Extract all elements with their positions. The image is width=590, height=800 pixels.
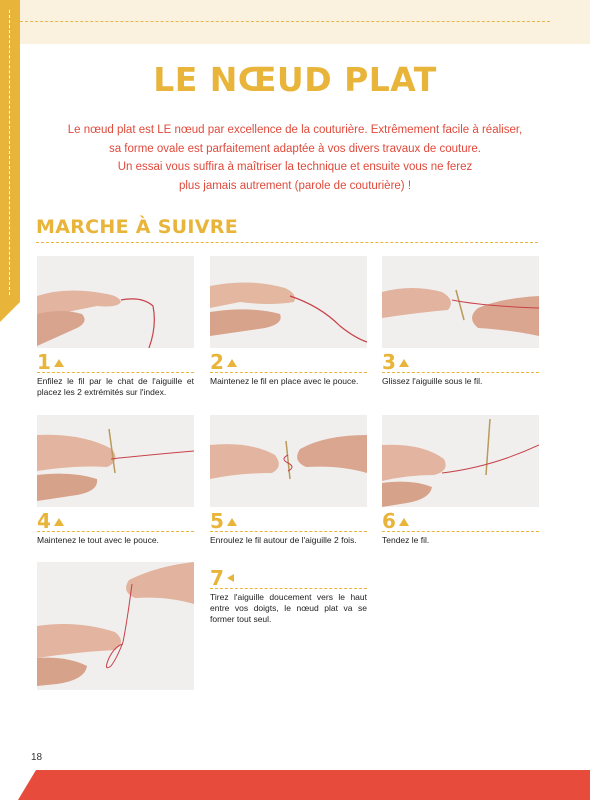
step-number-text: 2 bbox=[210, 350, 224, 374]
step-5-text: Enroulez le fil autour de l'aiguille 2 fois. bbox=[210, 535, 357, 545]
step-1-text: Enfilez le fil par le chat de l'aiguille et placez les 2 extrémités sur l'index. bbox=[37, 376, 194, 397]
step-7-header bbox=[210, 566, 367, 589]
left-accent-bar bbox=[0, 0, 20, 302]
step-number-text: 6 bbox=[382, 509, 396, 533]
step-number-text: 3 bbox=[382, 350, 396, 374]
step-6-text: Tendez le fil. bbox=[382, 535, 430, 545]
step-3-header bbox=[382, 350, 539, 373]
step-4 bbox=[37, 415, 194, 546]
step-6-header bbox=[382, 509, 539, 532]
step-5-header bbox=[210, 509, 367, 532]
step-7-number bbox=[210, 568, 234, 588]
step-2 bbox=[210, 256, 367, 387]
step-4-text: Maintenez le tout avec le pouce. bbox=[37, 535, 159, 545]
top-dashed-rule bbox=[20, 21, 550, 22]
section-dashed-rule bbox=[36, 242, 538, 243]
intro-line: sa forme ovale est parfaitement adaptée à vos divers travaux de couture. bbox=[108, 142, 482, 155]
left-dashed-rule bbox=[9, 10, 10, 295]
step-1-photo bbox=[37, 256, 194, 348]
step-2-text: Maintenez le fil en place avec le pouce. bbox=[210, 376, 359, 386]
page-title: LE NŒUD PLAT bbox=[153, 60, 437, 99]
step-1-header bbox=[37, 350, 194, 373]
step-4-photo bbox=[37, 415, 194, 507]
triangle-up-icon bbox=[399, 518, 409, 526]
triangle-up-icon bbox=[399, 359, 409, 367]
intro-paragraph bbox=[60, 121, 530, 195]
triangle-left-icon bbox=[227, 574, 234, 582]
bottom-band bbox=[36, 770, 590, 800]
step-3-photo bbox=[382, 256, 539, 348]
step-2-number bbox=[210, 352, 237, 372]
step-5-photo bbox=[210, 415, 367, 507]
step-number-text: 5 bbox=[210, 509, 224, 533]
intro-line: Le nœud plat est LE nœud par excellence de la couturière. Extrêmement facile à réaliser, bbox=[67, 124, 523, 136]
step-6-photo bbox=[382, 415, 539, 507]
step-4-header bbox=[37, 509, 194, 532]
step-3 bbox=[382, 256, 539, 387]
step-5 bbox=[210, 415, 367, 546]
triangle-up-icon bbox=[54, 359, 64, 367]
intro-line: plus jamais autrement (parole de couturière) ! bbox=[178, 179, 412, 192]
step-1 bbox=[37, 256, 194, 398]
section-heading: MARCHE À SUIVRE bbox=[36, 216, 238, 238]
step-6-number bbox=[382, 511, 409, 531]
step-1-number bbox=[37, 352, 64, 372]
step-number-text: 1 bbox=[37, 350, 51, 374]
triangle-up-icon bbox=[227, 359, 237, 367]
top-band bbox=[20, 0, 590, 44]
triangle-up-icon bbox=[227, 518, 237, 526]
step-7 bbox=[210, 566, 367, 625]
step-2-photo bbox=[210, 256, 367, 348]
step-3-number bbox=[382, 352, 409, 372]
step-number-text: 7 bbox=[210, 566, 224, 590]
step-7-photo bbox=[37, 562, 194, 690]
step-number-text: 4 bbox=[37, 509, 51, 533]
step-5-number bbox=[210, 511, 237, 531]
triangle-up-icon bbox=[54, 518, 64, 526]
page-number: 18 bbox=[31, 752, 43, 763]
step-2-header bbox=[210, 350, 367, 373]
step-4-number bbox=[37, 511, 64, 531]
intro-line: Un essai vous suffira à maîtriser la technique et ensuite vous ne ferez bbox=[117, 161, 473, 173]
step-6 bbox=[382, 415, 539, 546]
step-3-text: Glissez l'aiguille sous le fil. bbox=[382, 376, 483, 386]
step-7-text: Tirez l'aiguille doucement vers le haut entre vos doigts, le nœud plat va se former tout seul. bbox=[210, 592, 367, 624]
